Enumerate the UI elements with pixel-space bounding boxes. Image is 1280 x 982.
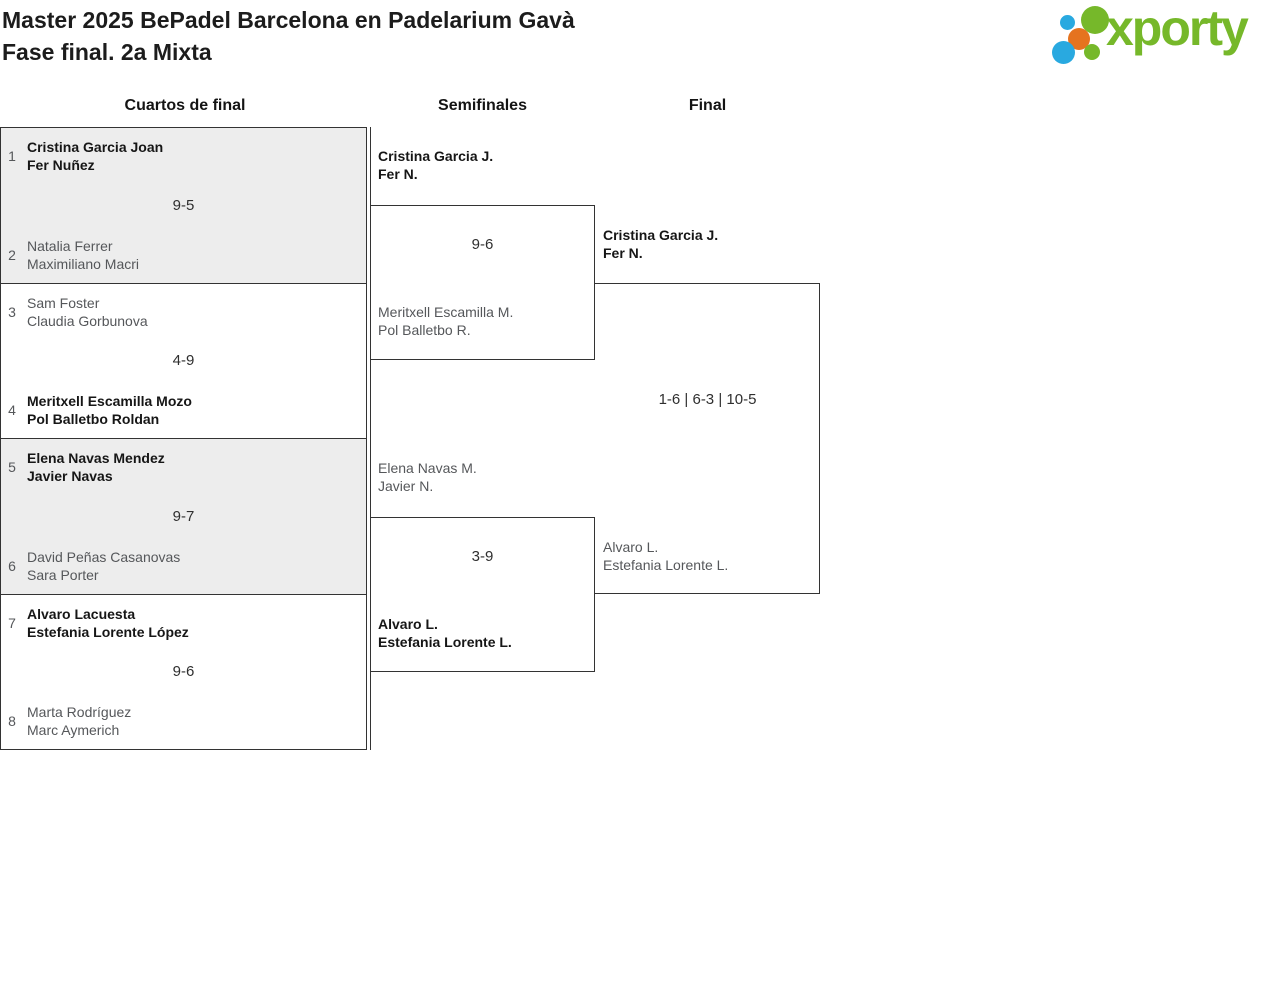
player-name: Estefania Lorente López [27,624,189,640]
sf2-team-bottom [378,615,512,651]
final-score: 1-6 | 6-3 | 10-5 [658,391,757,408]
player-name: Fer N. [603,245,643,261]
player-name: Javier N. [378,478,434,494]
page-title-line2: Fase final. 2a Mixta [2,39,212,65]
logo-dot-blue-small-icon [1060,15,1075,30]
player-name: Marc Aymerich [27,722,120,738]
player-name: Sam Foster [27,295,100,311]
player-name: Natalia Ferrer [27,238,113,254]
seed-number: 7 [8,615,16,631]
player-name: Fer Nuñez [27,157,95,173]
player-name: Alvaro L. [603,539,659,555]
team-meritxell-escamilla-pol-balletbo [27,392,192,428]
player-name: Cristina Garcia J. [603,227,719,243]
player-name: Maximiliano Macri [27,256,140,272]
xporty-logo[interactable] [1048,0,1278,72]
page-title [2,4,575,68]
player-name: Estefania Lorente L. [603,557,729,573]
seed-number: 1 [8,148,16,164]
quarterfinal-match-4 [0,594,367,750]
seed-number: 4 [8,402,16,418]
logo-dot-blue-big-icon [1052,41,1075,64]
team-natalia-ferrer-maximiliano-macri [27,237,139,273]
player-name: Meritxell Escamilla M. [378,304,514,320]
player-name: Cristina Garcia J. [378,148,494,164]
round-header-semifinals: Semifinales [438,97,527,114]
quarterfinal-match-3 [0,438,367,594]
seed-number: 8 [8,713,16,729]
sf2-score: 3-9 [471,548,494,565]
player-name: Elena Navas Mendez [27,450,165,466]
final-team-bottom [603,538,728,574]
player-name: Estefania Lorente L. [378,634,512,650]
team-cristina-garcia-fer-nunez [27,138,163,174]
player-name: Sara Porter [27,567,99,583]
seed-number: 6 [8,558,16,574]
match-score: 9-6 [172,663,195,680]
player-name: Pol Balletbo R. [378,322,471,338]
logo-dot-green-small-icon [1084,44,1100,60]
player-name: Cristina Garcia Joan [27,139,164,155]
player-name: Meritxell Escamilla Mozo [27,393,192,409]
player-name: David Peñas Casanovas [27,549,181,565]
player-name: Marta Rodríguez [27,704,132,720]
team-sam-foster-claudia-gorbunova [27,294,148,330]
quarterfinal-match-1 [0,127,367,283]
page-title-line1: Master 2025 BePadel Barcelona en Padelarium Gavà [2,7,575,33]
team-marta-rodriguez-marc-aymerich [27,703,131,739]
sf1-team-top [378,147,493,183]
seed-number: 3 [8,304,16,320]
match-score: 9-7 [172,507,195,525]
player-name: Alvaro Lacuesta [27,606,136,622]
sf1-team-bottom [378,303,513,339]
team-david-penas-sara-porter [27,548,180,584]
team-elena-navas-javier-navas [27,449,165,485]
sf1-score: 9-6 [471,236,494,253]
player-name: Javier Navas [27,468,113,484]
round-header-quarterfinals: Cuartos de final [124,97,246,114]
final-team-top [603,226,718,262]
player-name: Pol Balletbo Roldan [27,411,160,427]
team-alvaro-lacuesta-estefania-lorente [27,605,189,641]
seed-number: 2 [8,247,16,263]
sf2-team-top [378,459,477,495]
match-score: 9-5 [172,196,195,214]
player-name: Fer N. [378,166,418,182]
player-name: Elena Navas M. [378,460,477,476]
match-score: 4-9 [172,352,195,369]
player-name: Alvaro L. [378,616,438,632]
quarterfinal-match-2 [0,283,367,438]
seed-number: 5 [8,459,16,475]
xporty-logo-wordmark: xporty [1106,0,1247,56]
round-header-final: Final [688,97,727,114]
player-name: Claudia Gorbunova [27,313,148,329]
